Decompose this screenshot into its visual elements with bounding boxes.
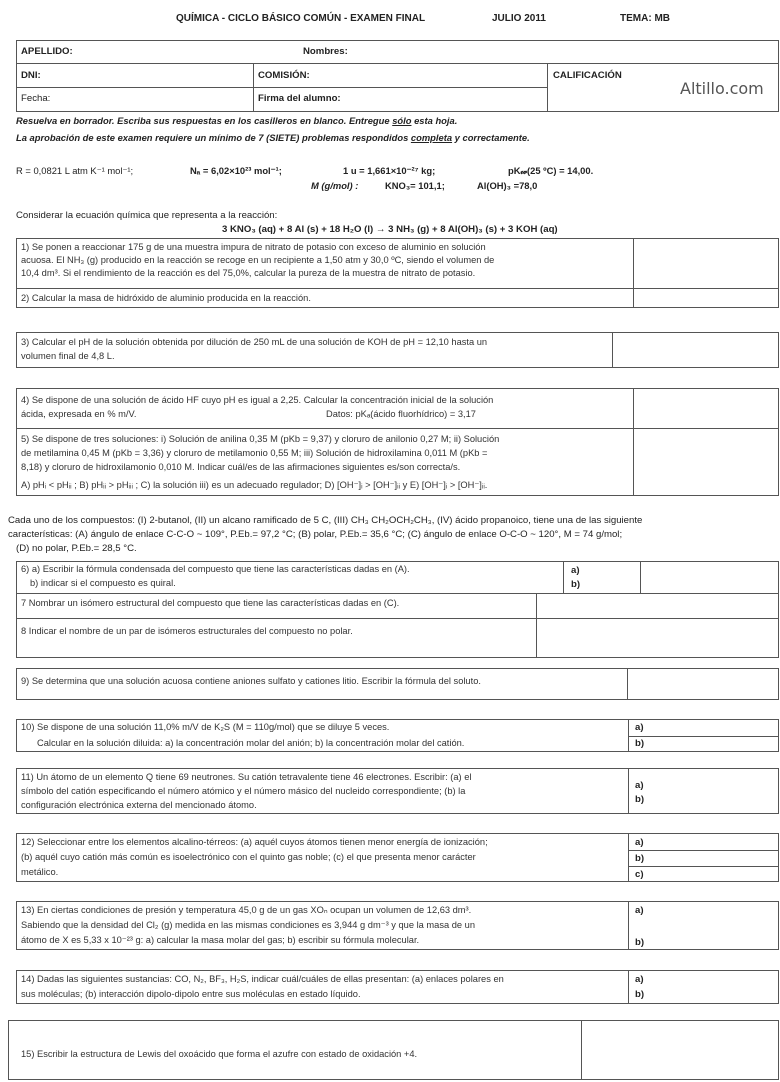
molar-mass-label: M (g/mol) : [311,180,359,191]
q2-text: 2) Calcular la masa de hidróxido de aluminio producida en la reacción. [21,293,311,303]
q8-answer-box[interactable] [537,619,778,657]
q6-answer-b-label: b) [571,579,581,590]
q11-line-2: símbolo del catión especificando el número atómico y el número másico del nucleido correspondiente; (b) la [21,786,466,796]
dni-field[interactable]: DNI: [21,70,41,81]
q13-answer-a-label: a) [635,905,644,916]
q12-line-1: 12) Seleccionar entre los elementos alcalino-térreos: (a) aquél cuyos átomos tienen menor energía de ionización; [21,837,488,847]
q7-answer-box[interactable] [537,594,778,617]
q2-answer-box[interactable] [634,289,778,307]
q11-answer-a-label: a) [635,780,644,791]
q13-line-2: Sabiendo que la densidad del Cl₂ (g) medida en las mismas condiciones es 3,944 g dm⁻³ y que la masa de un [21,920,475,930]
exam-title: QUÍMICA - CICLO BÁSICO COMÚN - EXAMEN FINAL [176,13,426,24]
q5-line-1: 5) Se dispone de tres soluciones: i) Solución de anilina 0,35 M (pKb = 9,37) y cloruro de anilonio 0,27 M; ii) Solución [21,434,500,444]
q1-line-3: 10,4 dm³. Si el rendimiento de la reacción es del 75,0%, calcular la pureza de la muestra de nitrato de potasio. [21,268,476,278]
q4-line-2: ácida, expresada en % m/V. [21,409,137,419]
q13-line-3: átomo de X es 5,33 x 10⁻²³ g: a) calcular la masa molar del gas; b) escribir su fórmula molecular. [21,935,420,945]
q6-answer-a-label: a) [571,565,580,576]
q12-line-3: metálico. [21,867,59,877]
q14-line-1: 14) Dadas las siguientes sustancias: CO, N₂, BF₃, H₂S, indicar cuál/cuáles de ellas presentan: (a) enlaces polares en [21,974,504,984]
q12-answer-c-label: c) [635,869,644,880]
molar-mass-aloh3: Al(OH)₃ =78,0 [477,180,538,191]
reaction-intro: Considerar la ecuación química que representa a la reacción: [16,210,278,221]
q1-line-1: 1) Se ponen a reaccionar 175 g de una muestra impura de nitrato de potasio con exceso de aluminio en solución [21,242,486,252]
q14-answer-b-label: b) [635,989,645,1000]
q1-line-2: acuosa. El NH₃ (g) producido en la reacción se recoge en un recipiente a 1,50 atm y 30,0 ºC, siendo el volumen de [21,255,495,265]
q5-line-2: de metilamina 0,45 M (pKb = 3,36) y cloruro de metilamonio 0,55 M; iii) Solución de hidroxilamina 0,011 M (pKb = [21,448,488,458]
apellido-field[interactable]: APELLIDO: [21,46,73,57]
q6-b: b) indicar si el compuesto es quiral. [30,578,176,588]
compounds-line-2: características: (A) ángulo de enlace C-C-O ~ 109°, P.Eb.= 97,2 °C; (B) polar, P.Eb.= 35,6 °C; (C) ángulo de enlace O-C-O ~ 120°, M = 74 g/mol; [8,529,623,540]
q10-line-1: 10) Se dispone de una solución 11,0% m/V de K₂S (M = 110g/mol) que se diluye 5 veces. [21,722,390,732]
exam-tema: TEMA: MB [620,13,670,24]
q7-text: 7 Nombrar un isómero estructural del compuesto que tiene las características dadas en (C). [21,598,400,608]
q11-answer-b-label: b) [635,794,645,805]
constant-na: Nₐ = 6,02×10²³ mol⁻¹; [190,165,282,176]
q11-line-1: 11) Un átomo de un elemento Q tiene 69 neutrones. Su catión tetravalente tiene 46 electrones. Escribir: (a) el [21,772,472,782]
q1-answer-box[interactable] [634,239,778,287]
q15-text: 15) Escribir la estructura de Lewis del oxoácido que forma el azufre con estado de oxidación +4. [21,1049,418,1059]
reaction-equation: 3 KNO₃ (aq) + 8 Al (s) + 18 H₂O (l) → 3 NH₃ (g) + 8 Al(OH)₃ (s) + 3 KOH (aq) [222,224,558,235]
watermark-logo: Altillo.com [680,79,764,98]
exam-date: JULIO 2011 [492,13,546,24]
instructions-line-2: La aprobación de este examen requiere un mínimo de 7 (SIETE) problemas respondidos completa y correctamente. [16,132,530,143]
q4-answer-box[interactable] [634,389,778,427]
molar-mass-kno3: KNO₃= 101,1; [385,180,445,191]
q15-answer-box[interactable] [582,1021,778,1079]
q9-text: 9) Se determina que una solución acuosa contiene aniones sulfato y cationes litio. Escribir la fórmula del soluto. [21,676,481,686]
q10-answer-a-label: a) [635,722,644,733]
q14-answer-a-label: a) [635,974,644,985]
firma-field[interactable]: Firma del alumno: [258,93,341,104]
constant-pkw: pK𝓌(25 ºC) = 14,00. [508,165,594,176]
constant-u: 1 u = 1,661×10⁻²⁷ kg; [343,165,436,176]
nombres-field[interactable]: Nombres: [303,46,348,57]
q11-line-3: configuración electrónica externa del mencionado átomo. [21,800,257,810]
q5-line-3: 8,18) y cloruro de hidroxilamonio 0,010 M. Indicar cuál/es de las afirmaciones siguientes es/son correcta/s. [21,462,461,472]
q9-answer-box[interactable] [628,669,778,699]
q13-line-1: 13) En ciertas condiciones de presión y temperatura 45,0 g de un gas XOₙ ocupan un volumen de 12,63 dm³. [21,905,472,915]
q6-answer-box[interactable] [641,562,778,592]
compounds-line-3: (D) no polar, P.Eb.= 28,5 °C. [16,543,137,554]
q12-line-2: (b) aquél cuyo catión más común es isoelectrónico con el quinto gas noble; (c) el que presenta menor carácter [21,852,476,862]
q3-line-2: volumen final de 4,8 L. [21,351,115,361]
q5-answer-box[interactable] [634,429,778,495]
q12-answer-b-label: b) [635,853,645,864]
q14-line-2: sus moléculas; (b) interacción dipolo-dipolo entre sus moléculas en estado líquido. [21,989,361,999]
q4-line-1: 4) Se dispone de una solución de ácido HF cuyo pH es igual a 2,25. Calcular la concentración inicial de la solución [21,395,494,405]
q8-text: 8 Indicar el nombre de un par de isómeros estructurales del compuesto no polar. [21,626,353,636]
q13-answer-b-label: b) [635,937,645,948]
q3-line-1: 3) Calcular el pH de la solución obtenida por dilución de 250 mL de una solución de KOH de pH = 12,10 hasta un [21,337,488,347]
student-info-table [16,40,779,112]
fecha-field[interactable]: Fecha: [21,93,51,104]
q4-data: Datos: pKₐ(ácido fluorhídrico) = 3,17 [326,409,476,419]
instructions-line-1: Resuelva en borrador. Escriba sus respuestas en los casilleros en blanco. Entregue sólo esta hoja. [16,115,458,126]
comision-field[interactable]: COMISIÓN: [258,70,310,81]
calificacion-field[interactable]: CALIFICACIÓN [553,70,622,81]
compounds-line-1: Cada uno de los compuestos: (I) 2-butanol, (II) un alcano ramificado de 5 C, (III) CH₃ CH₂OCH₂CH₃, (IV) ácido propanoico, tiene una de las siguiente [8,515,643,526]
q10-line-2: Calcular en la solución diluida: a) la concentración molar del anión; b) la concentración molar del catión. [37,738,465,748]
q6-a: 6) a) Escribir la fórmula condensada del compuesto que tiene las características dadas en (A). [21,564,410,574]
q3-answer-box[interactable] [613,333,778,367]
q5-line-4: A) pHᵢ < pHᵢᵢ ; B) pHᵢᵢ > pHᵢᵢᵢ ; C) la solución iii) es un adecuado regulador; D) [OH⁻]ᵢ > [OH⁻]ᵢᵢ y E) [OH⁻]ᵢ > [OH⁻]ᵢᵢ. [21,480,488,490]
constant-r: R = 0,0821 L atm K⁻¹ mol⁻¹; [16,165,134,176]
q10-answer-b-label: b) [635,738,645,749]
q12-answer-a-label: a) [635,837,644,848]
